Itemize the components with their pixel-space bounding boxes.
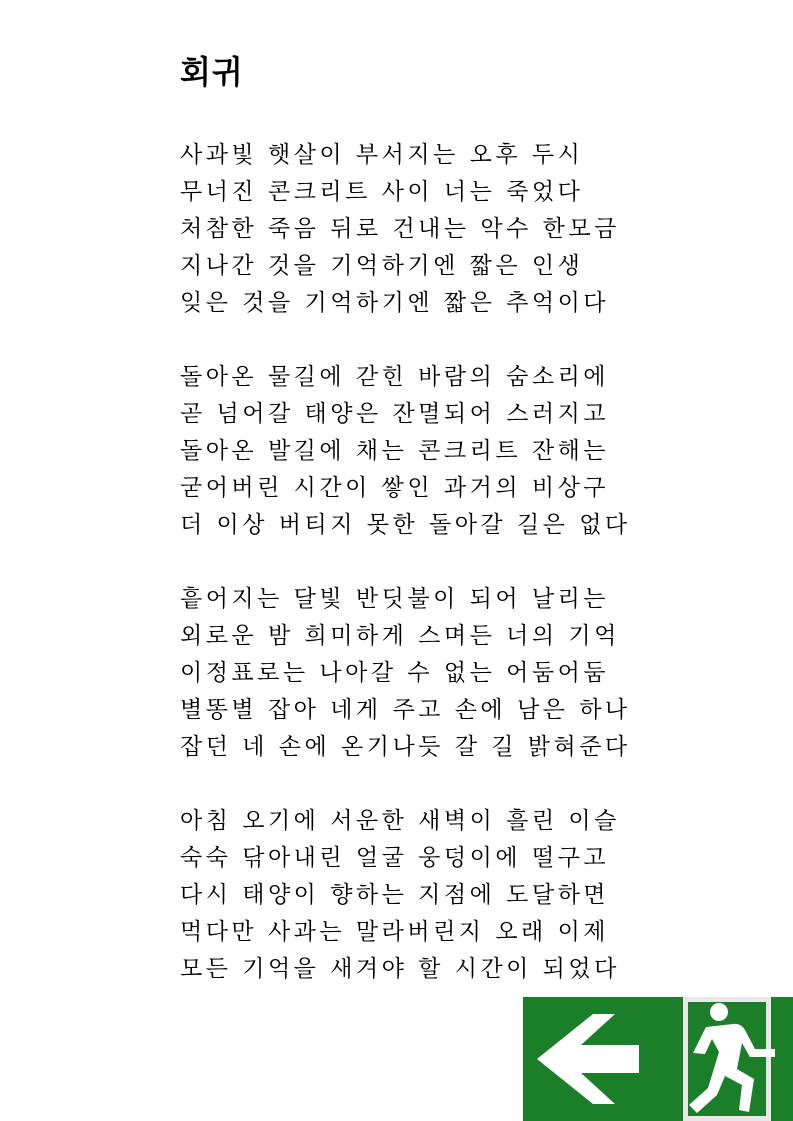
stanza-1 (180, 137, 650, 322)
poem-line: 돌아온 발길에 채는 콘크리트 잔해는 (180, 438, 610, 464)
poem-line: 외로운 밤 희미하게 스며든 너의 기억 (180, 623, 620, 649)
poem-line: 돌아온 물길에 갇힌 바람의 숨소리에 (180, 364, 610, 390)
poem-line: 별똥별 잡아 네게 주고 손에 남은 하나 (180, 697, 631, 723)
poem-line: 지나간 것을 기억하기엔 짧은 인생 (180, 253, 584, 279)
poem-line: 잡던 네 손에 온기나듯 갈 길 밝혀준다 (180, 734, 631, 760)
exit-sign (523, 997, 793, 1121)
poem-line: 굳어버린 시간이 쌓인 과거의 비상구 (180, 475, 610, 501)
poem-line: 처참한 죽음 뒤로 건내는 악수 한모금 (180, 216, 620, 242)
poem-line: 잊은 것을 기억하기엔 짧은 추억이다 (180, 290, 610, 316)
poem-line: 더 이상 버티지 못한 돌아갈 길은 없다 (180, 512, 631, 538)
poem-body (180, 137, 650, 1025)
poem-line: 숙숙 닦아내린 얼굴 웅덩이에 떨구고 (180, 845, 610, 871)
stanza-3 (180, 581, 650, 766)
poem-line: 먹다만 사과는 말라버린지 오래 이제 (180, 919, 610, 945)
poem-line: 다시 태양이 향하는 지점에 도달하면 (180, 882, 610, 908)
poem-line: 사과빛 햇살이 부서지는 오후 두시 (180, 142, 584, 168)
poem-line: 흩어지는 달빛 반딧불이 되어 날리는 (180, 586, 610, 612)
poem-line: 아침 오기에 서운한 새벽이 흘린 이슬 (180, 808, 620, 834)
stanza-2 (180, 359, 650, 544)
poem-line: 무너진 콘크리트 사이 너는 죽었다 (180, 179, 584, 205)
stanza-4 (180, 803, 650, 988)
poem-line: 곧 넘어갈 태양은 잔멸되어 스러지고 (180, 401, 610, 427)
poem-line: 이정표로는 나아갈 수 없는 어둠어둠 (180, 660, 610, 686)
poem-title: 회귀 (180, 53, 244, 91)
poem-line: 모든 기억을 새겨야 할 시간이 되었다 (180, 956, 620, 982)
